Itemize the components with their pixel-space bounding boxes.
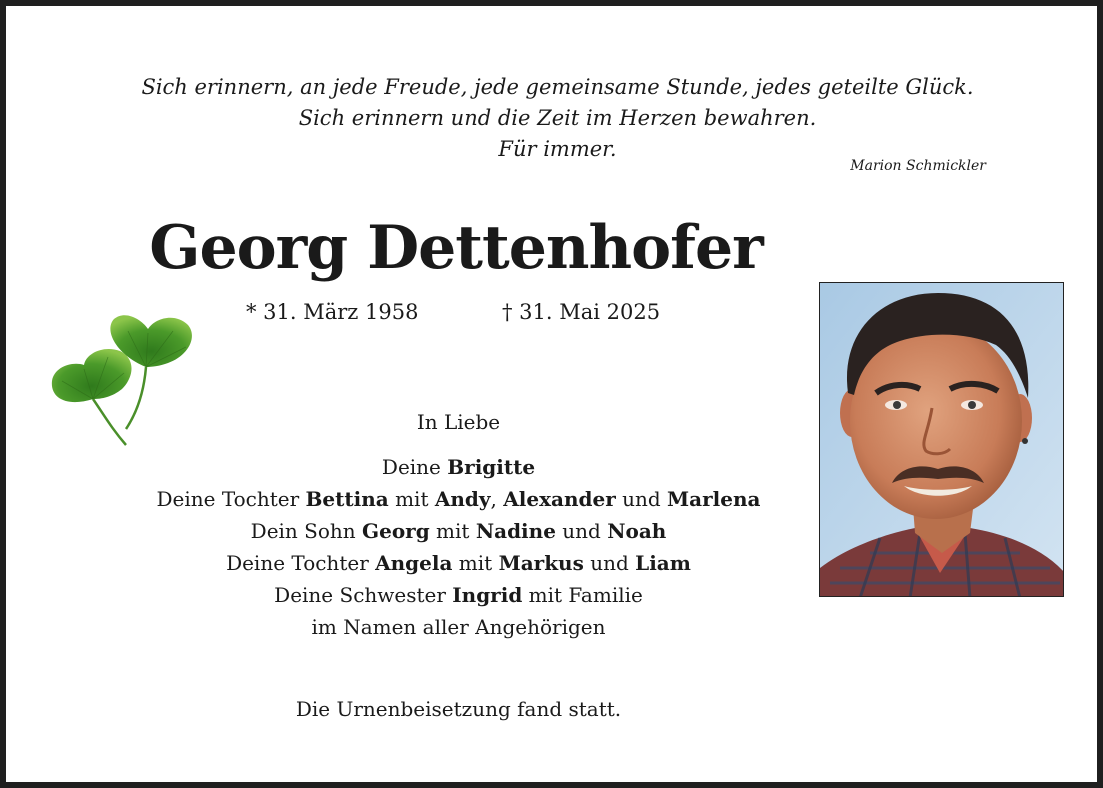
mourner-text: , [490,487,504,511]
mourner-text: mit [429,519,476,543]
mourner-name: Ingrid [452,583,523,607]
mourner-name: Noah [607,519,667,543]
mourner-text: und [555,519,608,543]
mourner-name: Andy [434,487,491,511]
funeral-notice: Die Urnenbeisetzung fand statt. [295,697,622,721]
mourner-line-3 [86,519,831,543]
mourner-line-6: im Namen aller Angehörigen [311,615,606,639]
mourner-text: Deine Tochter [226,551,376,575]
mourner-name: Brigitte [447,455,536,479]
mourner-text: mit [452,551,499,575]
mourner-text: Deine Tochter [156,487,306,511]
death-date: † 31. Mai 2025 [502,300,661,324]
mourner-name: Angela [375,551,453,575]
birth-date: * 31. März 1958 [246,300,419,324]
mourners-intro: In Liebe [416,410,501,434]
poem-author: Marion Schmickler [850,158,986,174]
mourner-text: und [583,551,636,575]
deceased-name: Georg Dettenhofer [149,213,763,283]
mourner-line-1 [86,455,831,479]
mourner-line-2 [86,487,831,511]
mourner-name: Marlena [667,487,761,511]
mourner-name: Markus [498,551,584,575]
mourner-text: Dein Sohn [250,519,363,543]
poem-line-2: Sich erinnern und die Zeit im Herzen bewahren. [298,106,817,130]
portrait-photo [819,282,1064,597]
mourner-text: mit Familie [522,583,643,607]
mourner-name: Georg [362,519,430,543]
mourner-line-4 [86,551,831,575]
mourner-text: und [615,487,668,511]
mourner-name: Nadine [475,519,556,543]
mourner-name: Alexander [503,487,616,511]
mourner-name: Bettina [305,487,389,511]
poem-line-1: Sich erinnern, an jede Freude, jede gemeinsame Stunde, jedes geteilte Glück. [141,75,974,99]
poem-line-3: Für immer. [498,137,617,161]
mourner-line-5 [86,583,831,607]
mourner-name: Liam [635,551,691,575]
mourner-text: Deine Schwester [274,583,453,607]
mourner-text: Deine [381,455,448,479]
mourner-text: mit [388,487,435,511]
